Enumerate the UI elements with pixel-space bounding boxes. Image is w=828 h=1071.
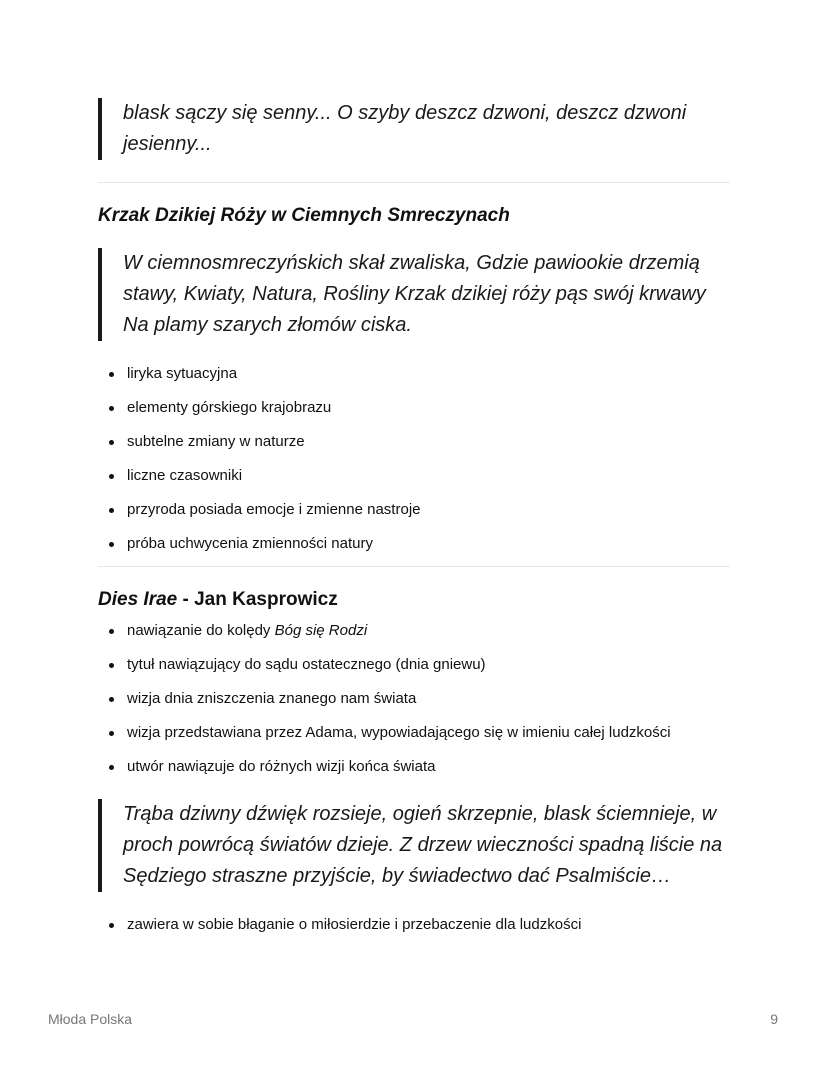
bullet-list-dies-irae-after: [98, 915, 730, 935]
list-item: wizja przedstawiana przez Adama, wypowiadającego się w imieniu całej ludzkości: [98, 723, 730, 743]
section-title-krzak: [98, 203, 730, 229]
divider: [98, 566, 730, 567]
list-item: próba uchwycenia zmienności natury: [98, 534, 730, 554]
list-item: wizja dnia zniszczenia znanego nam świata: [98, 689, 730, 709]
list-item: przyroda posiada emocje i zmienne nastroje: [98, 500, 730, 520]
blockquote-top: blask sączy się senny... O szyby deszcz dzwoni, deszcz dzwoni jesienny...: [98, 98, 730, 160]
blockquote-krzak: W ciemnosmreczyńskich skał zwaliska, Gdzie pawiookie drzemią stawy, Kwiaty, Natura, Rośliny Krzak dzikiej róży pąs swój krwawy Na plamy szarych złomów ciska.: [98, 248, 730, 341]
bullet-list-krzak: [98, 364, 730, 554]
section-title-dies-irae: [98, 587, 730, 613]
list-item-text: nawiązanie do kolędy: [127, 622, 275, 639]
bullet-list-dies-irae: [98, 621, 730, 777]
section-title-author: - Jan Kasprowicz: [177, 589, 338, 610]
page-number: 9: [770, 1011, 778, 1027]
section-title-krzak-text: Krzak Dzikiej Róży w Ciemnych Smreczynach: [98, 205, 510, 226]
blockquote-dies-irae: Trąba dziwny dźwięk rozsieje, ogień skrzepnie, blask ściemnieje, w proch powrócą światów dzieje. Z drzew wieczności spadną liście na Sędziego straszne przyjście, by świadectwo dać Psalmiście…: [98, 799, 730, 892]
list-item: subtelne zmiany w naturze: [98, 432, 730, 452]
list-item: utwór nawiązuje do różnych wizji końca świata: [98, 757, 730, 777]
section-title-work: Dies Irae: [98, 589, 178, 610]
page-content: [98, 92, 730, 935]
footer-title: Młoda Polska: [48, 1011, 133, 1027]
list-item: elementy górskiego krajobrazu: [98, 398, 730, 418]
divider: [98, 182, 730, 183]
list-item: liczne czasowniki: [98, 466, 730, 486]
list-item: zawiera w sobie błaganie o miłosierdzie i przebaczenie dla ludzkości: [98, 915, 730, 935]
list-item-italic: Bóg się Rodzi: [274, 622, 368, 639]
page-footer: [48, 1011, 778, 1027]
list-item: [98, 621, 730, 641]
list-item: liryka sytuacyjna: [98, 364, 730, 384]
list-item: tytuł nawiązujący do sądu ostatecznego (dnia gniewu): [98, 655, 730, 675]
